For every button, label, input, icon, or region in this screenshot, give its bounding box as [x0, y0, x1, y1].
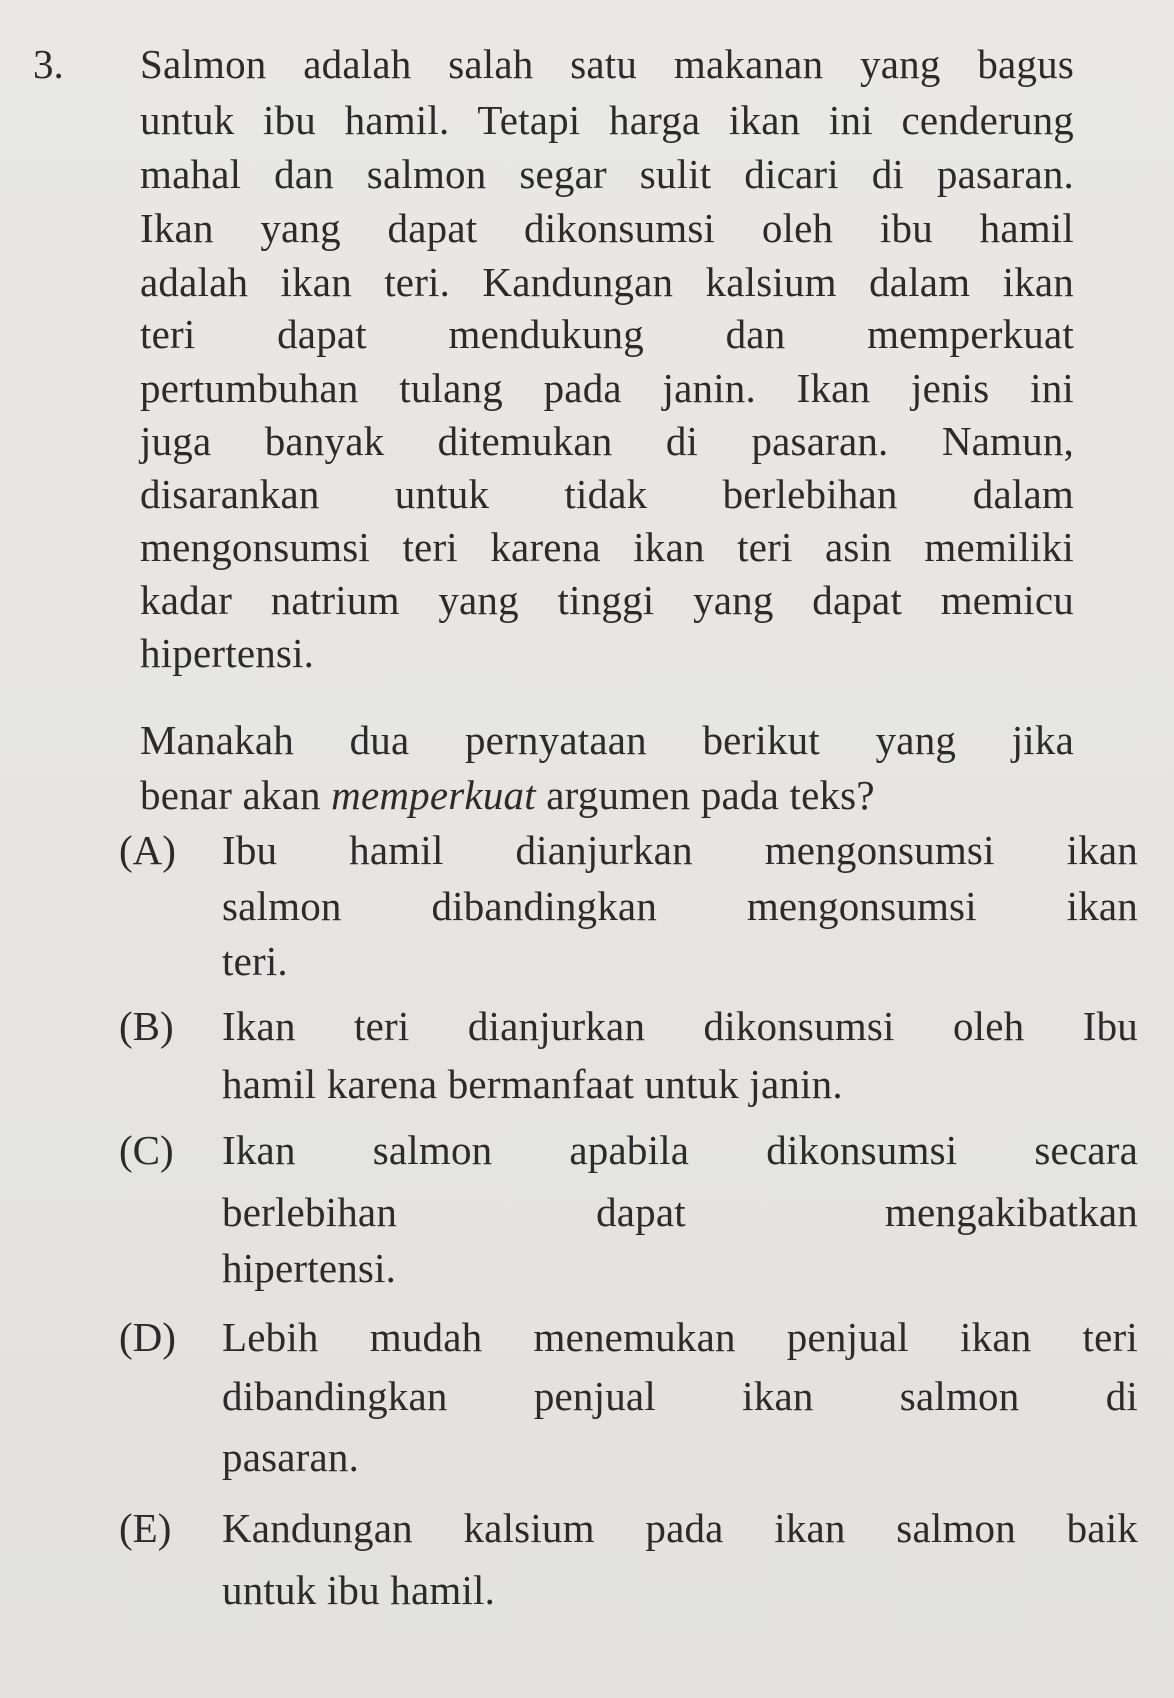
- option-line: Ikan teri dianjurkan dikonsumsi oleh Ibu: [222, 1003, 1138, 1049]
- option-line: teri.: [222, 938, 288, 984]
- option-line: Ikan salmon apabila dikonsumsi secara: [222, 1127, 1138, 1173]
- question-number: 3.: [33, 41, 64, 87]
- passage-line: kadar natrium yang tinggi yang dapat memicu: [140, 577, 1074, 623]
- passage-line: Salmon adalah salah satu makanan yang bagus: [140, 41, 1074, 87]
- option-label: (D): [119, 1314, 176, 1360]
- option-line: berlebihan dapat mengakibatkan: [222, 1189, 1138, 1235]
- option-line: hipertensi.: [222, 1245, 397, 1291]
- passage-line: hipertensi.: [140, 630, 315, 676]
- option-label: (B): [119, 1003, 174, 1049]
- option-line: untuk ibu hamil.: [222, 1567, 496, 1613]
- passage-line: pertumbuhan tulang pada janin. Ikan jenis ini: [140, 365, 1074, 411]
- prompt-text: argumen pada teks?: [535, 772, 875, 818]
- option-line: Lebih mudah menemukan penjual ikan teri: [222, 1314, 1138, 1360]
- question-prompt-line: [140, 772, 1074, 818]
- passage-line: mengonsumsi teri karena ikan teri asin memiliki: [140, 524, 1074, 570]
- prompt-text: benar akan: [140, 772, 332, 818]
- option-line: salmon dibandingkan mengonsumsi ikan: [222, 883, 1138, 929]
- option-label: (C): [119, 1127, 174, 1173]
- option-label: (A): [119, 827, 176, 873]
- option-line: pasaran.: [222, 1434, 360, 1480]
- option-line: hamil karena bermanfaat untuk janin.: [222, 1061, 843, 1107]
- prompt-emphasis: memperkuat: [331, 772, 536, 818]
- option-label: (E): [119, 1505, 172, 1551]
- passage-line: untuk ibu hamil. Tetapi harga ikan ini cenderung: [140, 97, 1074, 143]
- option-line: dibandingkan penjual ikan salmon di: [222, 1373, 1138, 1419]
- passage-line: mahal dan salmon segar sulit dicari di pasaran.: [140, 151, 1074, 197]
- question-prompt-line: Manakah dua pernyataan berikut yang jika: [140, 717, 1074, 763]
- option-line: Ibu hamil dianjurkan mengonsumsi ikan: [222, 827, 1138, 873]
- passage-line: teri dapat mendukung dan memperkuat: [140, 311, 1074, 357]
- passage-line: Ikan yang dapat dikonsumsi oleh ibu hamil: [140, 205, 1074, 251]
- passage-line: juga banyak ditemukan di pasaran. Namun,: [140, 418, 1074, 464]
- option-line: Kandungan kalsium pada ikan salmon baik: [222, 1505, 1138, 1551]
- passage-line: disarankan untuk tidak berlebihan dalam: [140, 471, 1074, 517]
- passage-line: adalah ikan teri. Kandungan kalsium dalam ikan: [140, 259, 1074, 305]
